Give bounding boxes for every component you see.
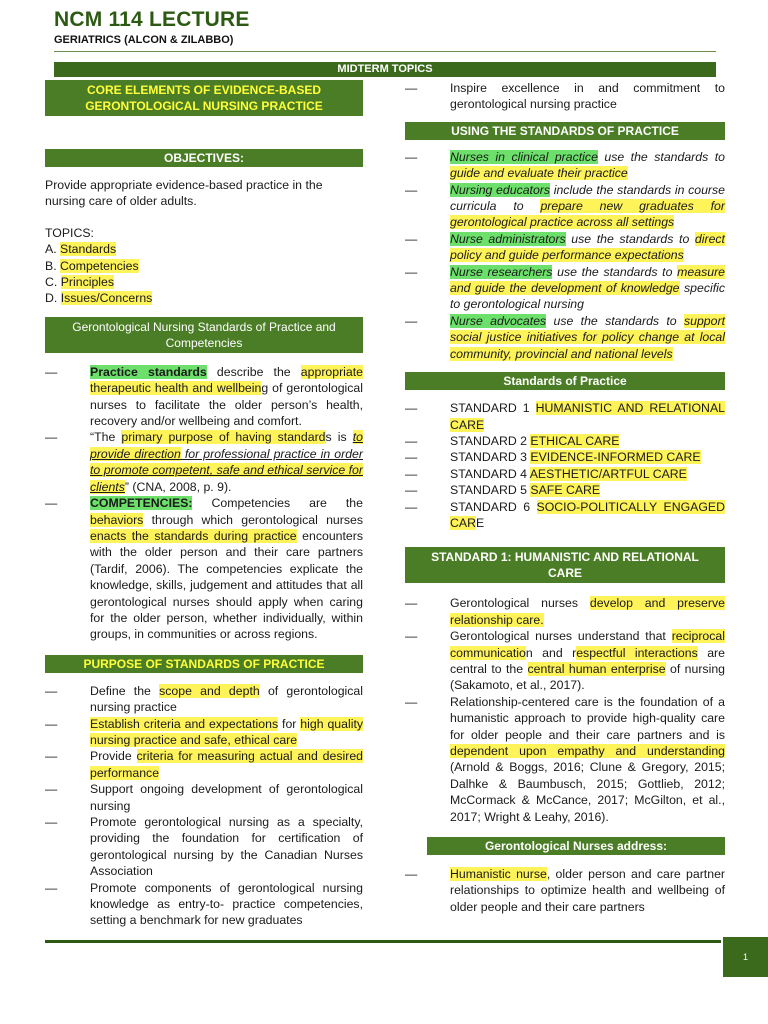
left-column xyxy=(45,80,363,929)
standards-list xyxy=(405,400,725,531)
standard-label: STANDARD 6 xyxy=(450,499,537,514)
highlight-run: guide and evaluate their practice xyxy=(450,166,628,181)
text-run: Define the xyxy=(90,683,160,698)
right-column xyxy=(405,80,725,915)
text-run: of gerontological nursing practice xyxy=(90,683,363,715)
purpose-bullets xyxy=(45,683,363,929)
text-run: through which gerontological nurses xyxy=(143,512,363,527)
highlight-run: behaviors xyxy=(90,512,144,527)
page-number: 1 xyxy=(723,937,768,977)
standards-bullets xyxy=(45,364,363,643)
role-run: Nurse administrators xyxy=(450,231,566,246)
highlight-run: develop and preserve relationship care. xyxy=(450,596,725,627)
standard-1-item xyxy=(405,595,725,628)
bullet-practice-standards xyxy=(45,364,363,430)
highlight-run: appropriate therapeutic health and wellbein xyxy=(90,364,364,396)
standard-1-bullets xyxy=(405,595,725,825)
topic-prefix: A. xyxy=(45,242,61,257)
purpose-item: — Inspire excellence in and commitment to gerontological nursing practice xyxy=(405,80,725,113)
objectives-heading: OBJECTIVES: xyxy=(45,149,363,167)
topics-list xyxy=(45,241,363,307)
text-run: s is xyxy=(325,430,353,445)
term-competencies: COMPETENCIES: xyxy=(90,496,193,511)
purpose-heading: PURPOSE OF STANDARDS OF PRACTICE xyxy=(45,655,363,673)
text-run: (Arnold & Boggs, 2016; Clune & Gregory, 2015; Dalhke & Baumbusch, 2015; Gottlieb, 2012; McCormack & McCance, 2017; McGilton, et al., 2017; Wright & Leahy, 2016). xyxy=(450,760,725,824)
standard-name: SOCIO-POLITICALLY ENGAGED CAR xyxy=(450,499,725,530)
text-run: n and r xyxy=(525,645,577,660)
text-run: Gerontological nurses understand that xyxy=(450,629,672,644)
text-run: use the standards to xyxy=(546,313,684,328)
text-run: Provide xyxy=(90,749,137,764)
standard-1-item xyxy=(405,694,725,825)
text-run: encounters with the older person and their care partners (Tardif, 2006). The competencies explicate the knowledge, skills, judgement and attitudes that all gerontological nurses should apply when caring for the older person, whether individually, within groups, in communities or across regions. xyxy=(90,528,363,642)
standard-name-tail: E xyxy=(475,515,485,530)
using-item xyxy=(405,231,725,264)
topic-item xyxy=(45,274,363,290)
document-subtitle: GERIATRICS (ALCON & ZILABBO) xyxy=(54,34,234,46)
purpose-item xyxy=(45,683,363,716)
using-item xyxy=(405,264,725,313)
standard-label: STANDARD 1 xyxy=(450,401,536,416)
standard-1-heading: STANDARD 1: HUMANISTIC AND RELATIONAL CARE xyxy=(405,547,725,583)
text-run: describe the xyxy=(206,364,301,379)
topic-text: Standards xyxy=(60,242,117,257)
footer-divider xyxy=(45,940,721,943)
standard-name: SAFE CARE xyxy=(530,483,601,498)
using-item xyxy=(405,313,725,362)
standard-item xyxy=(405,466,725,482)
bullet-competencies xyxy=(45,495,363,643)
standard-label: STANDARD 5 xyxy=(450,483,531,498)
standard-label: STANDARD 3 xyxy=(450,450,531,465)
topic-prefix: D. xyxy=(45,291,61,306)
standard-item xyxy=(405,433,725,449)
using-item xyxy=(405,182,725,231)
text-run: g of gerontological nurses to facilitate the older person’s health, recovery and/or wellbeing and comfort. xyxy=(90,381,364,429)
address-item xyxy=(405,866,725,915)
standard-item xyxy=(405,482,725,498)
bullet-primary-purpose xyxy=(45,429,363,495)
topics-label: TOPICS: xyxy=(45,225,94,240)
highlight-run: direct policy and guide performance expectations xyxy=(450,231,725,263)
highlight-run: measure and guide the development of knowledge xyxy=(450,264,725,296)
document-title: NCM 114 LECTURE xyxy=(54,8,250,31)
using-item xyxy=(405,149,725,182)
standards-competencies-heading: Gerontological Nursing Standards of Practice and Competencies xyxy=(45,317,363,353)
term-practice-standards: Practice standards xyxy=(90,364,207,379)
standard-item xyxy=(405,400,725,433)
text-run: Competencies are the xyxy=(192,496,363,511)
nurses-address-heading: Gerontological Nurses address: xyxy=(427,837,725,855)
topic-prefix: B. xyxy=(45,258,61,273)
standard-1-item xyxy=(405,628,725,694)
text-run: include the standards in course curricula to xyxy=(450,182,725,214)
purpose-item: — Promote components of gerontological nursing knowledge as entry-to- practice competencies, setting a benchmark for new graduates xyxy=(45,880,363,929)
highlight-run: to provide direction xyxy=(90,430,363,461)
highlight-run: scope and depth xyxy=(159,683,260,698)
topic-text: Principles xyxy=(60,275,115,290)
role-run: Nurses in clinical practice xyxy=(450,149,598,164)
highlight-run: Establish criteria and expectations xyxy=(90,716,279,731)
purpose-item xyxy=(45,716,363,749)
text-run: use the standards to xyxy=(597,149,725,164)
topic-text: Competencies xyxy=(60,258,139,273)
highlight-run: prepare new graduates for gerontological practice across all settings xyxy=(450,199,725,230)
highlight-run: to promote competent, safe and ethical service for clients xyxy=(90,463,363,494)
topic-item xyxy=(45,290,363,306)
standard-label: STANDARD 4 xyxy=(450,466,530,481)
role-run: Nursing educators xyxy=(450,182,551,197)
header-divider xyxy=(54,51,716,52)
using-standards-heading: USING THE STANDARDS OF PRACTICE xyxy=(405,122,725,140)
highlight-run: primary purpose of having standard xyxy=(121,430,326,445)
text-run: use the standards to xyxy=(565,231,695,246)
highlight-run: criteria for measuring actual and desired performance xyxy=(90,749,363,780)
objectives-text: Provide appropriate evidence-based practice in the nursing care of older adults. xyxy=(45,178,323,209)
role-run: Nurse advocates xyxy=(450,313,547,328)
topic-item xyxy=(45,241,363,257)
highlight-run: espectful interactions xyxy=(576,645,698,660)
midterm-banner: MIDTERM TOPICS xyxy=(54,62,716,77)
standards-of-practice-heading: Standards of Practice xyxy=(405,372,725,390)
text-run: specific to gerontological nursing xyxy=(450,281,726,312)
highlight-run: support social justice initiatives for policy change at local community, provincial and national levels xyxy=(450,313,725,361)
topic-item xyxy=(45,258,363,274)
topic-prefix: C. xyxy=(45,275,61,290)
standard-name: AESTHETIC/ARTFUL CARE xyxy=(529,466,687,481)
text-run: are central to the xyxy=(450,645,725,676)
purpose-item xyxy=(45,748,363,781)
purpose-item: — Promote gerontological nursing as a specialty, providing the foundation for certification of gerontological nursing by the Canadian Nurses Association xyxy=(45,814,363,880)
text-run: , older person and care partner relationships to optimize health and wellbeing of older people and their care partners xyxy=(450,867,725,914)
standard-item xyxy=(405,499,725,532)
text-run: Gerontological nurses xyxy=(450,596,590,611)
purpose-item: — Support ongoing development of gerontological nursing xyxy=(45,781,363,814)
highlight-run: central human enterprise xyxy=(527,661,666,676)
standard-name: HUMANISTIC AND RELATIONAL CARE xyxy=(450,401,725,432)
highlight-run: enacts the standards during practice xyxy=(90,528,297,543)
text-run: ” (CNA, 2008, p. 9). xyxy=(124,479,232,494)
using-standards-bullets xyxy=(405,149,725,362)
text-run: “The xyxy=(90,430,122,445)
standard-item xyxy=(405,449,725,465)
text-run: Relationship-centered care is the foundation of a humanistic approach to provide high-quality care for older people and their care partners and is xyxy=(450,694,725,742)
highlight-run: dependent upon empathy and understanding xyxy=(450,744,725,758)
highlight-run: reciprocal communicatio xyxy=(450,629,725,660)
standard-label: STANDARD 2 xyxy=(450,433,531,448)
highlight-run: Humanistic nurse xyxy=(450,867,547,882)
address-bullets xyxy=(405,866,725,915)
topic-text: Issues/Concerns xyxy=(60,291,153,306)
standard-name: ETHICAL CARE xyxy=(530,433,620,448)
text-run: of nursing (Sakamoto, et al., 2017). xyxy=(450,661,725,693)
text-run: for professional practice in order xyxy=(180,446,363,461)
main-heading: CORE ELEMENTS OF EVIDENCE-BASED GERONTOLOGICAL NURSING PRACTICE xyxy=(45,80,363,116)
highlight-run: high quality nursing practice and safe, ethical care xyxy=(90,716,364,747)
role-run: Nurse researchers xyxy=(450,264,553,279)
standard-name: EVIDENCE-INFORMED CARE xyxy=(530,450,701,465)
text-run: for xyxy=(278,716,301,731)
text-run: use the standards to xyxy=(552,264,678,279)
purpose-bullets-continued xyxy=(405,80,725,113)
